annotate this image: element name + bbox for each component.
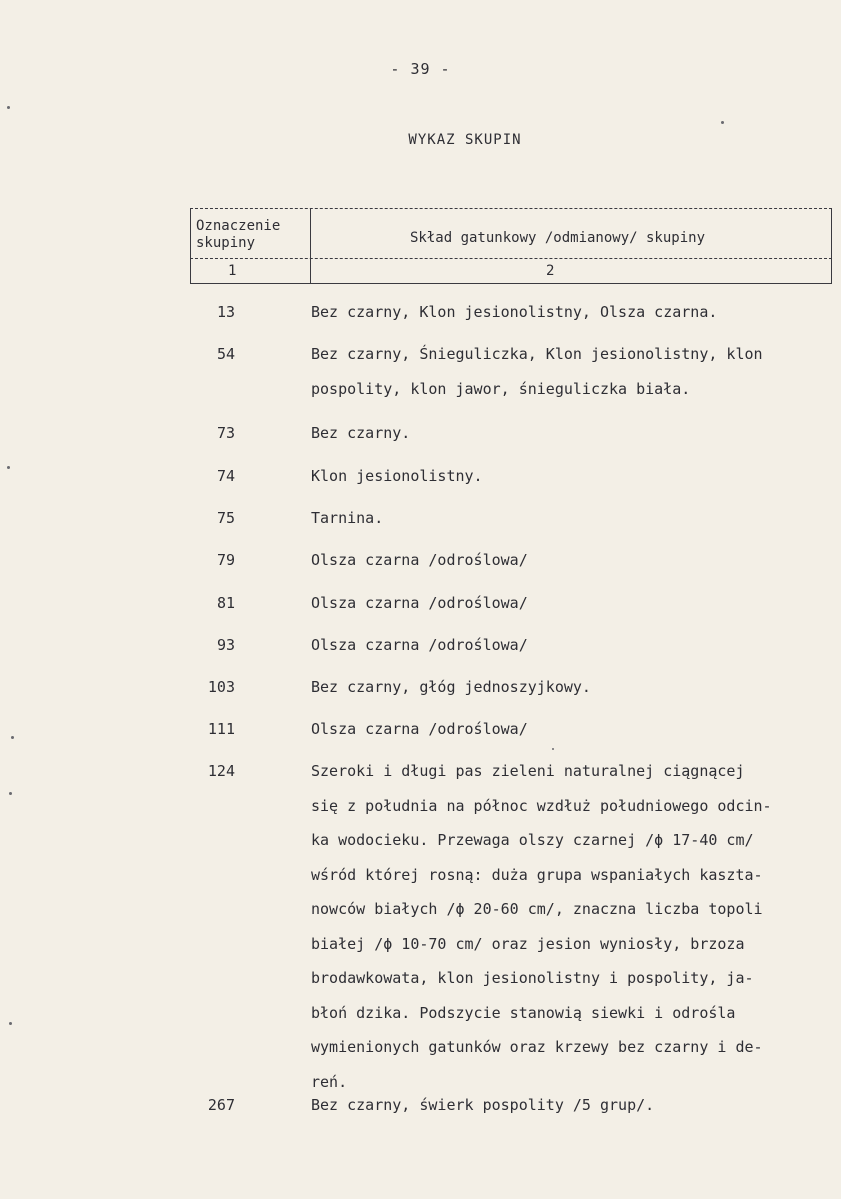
group-composition xyxy=(311,586,826,621)
group-id: 267 xyxy=(207,1096,235,1114)
group-composition xyxy=(311,416,826,451)
group-composition xyxy=(311,670,826,705)
composition-line: ka wodocieku. Przewaga olszy czarnej /ϕ 17-40 cm/ xyxy=(311,831,754,849)
group-id: 81 xyxy=(216,594,235,612)
composition-line: Olsza czarna /odroślowa/ xyxy=(311,720,528,738)
group-composition xyxy=(311,337,826,406)
composition-line: błoń dzika. Podszycie stanowią siewki i odrośla xyxy=(311,1003,736,1022)
composition-line: Bez czarny, świerk pospolity /5 grup/. xyxy=(311,1096,655,1114)
composition-line: reń. xyxy=(311,1072,348,1091)
page-number: - 39 - xyxy=(390,60,451,78)
column-header-composition: Skład gatunkowy /odmianowy/ skupiny xyxy=(410,230,706,246)
group-composition xyxy=(311,459,826,494)
group-id: 79 xyxy=(216,551,235,569)
column-header-line: Oznaczenie xyxy=(196,218,281,234)
column-header-group-id xyxy=(196,218,308,252)
composition-line: Olsza czarna /odroślowa/ xyxy=(311,636,528,654)
group-composition xyxy=(311,1088,826,1123)
composition-line: Olsza czarna /odroślowa/ xyxy=(311,594,528,612)
group-id: 74 xyxy=(216,467,235,485)
column-header-line: skupiny xyxy=(196,235,256,251)
group-id: 124 xyxy=(207,762,235,780)
composition-line: Bez czarny, Śnieguliczka, Klon jesionolistny, klon xyxy=(311,345,763,363)
group-composition xyxy=(311,754,826,1099)
group-composition xyxy=(311,501,826,536)
group-id: 13 xyxy=(216,303,235,321)
composition-line: nowców białych /ϕ 20-60 cm/, znaczna liczba topoli xyxy=(311,900,763,918)
group-composition xyxy=(311,712,826,747)
group-id: 93 xyxy=(216,636,235,654)
composition-line: brodawkowata, klon jesionolistny i pospolity, ja- xyxy=(311,969,754,987)
composition-line: Tarnina. xyxy=(311,509,384,527)
composition-line: Bez czarny, głóg jednoszyjkowy. xyxy=(311,678,591,696)
group-id: 103 xyxy=(207,678,235,696)
page-title: WYKAZ SKUPIN xyxy=(408,132,522,148)
group-composition xyxy=(311,295,826,330)
group-id: 73 xyxy=(216,424,235,442)
composition-line: białej /ϕ 10-70 cm/ oraz jesion wyniosły, brzoza xyxy=(311,934,745,953)
group-id: 75 xyxy=(216,509,235,527)
composition-line: Bez czarny. xyxy=(311,424,411,442)
composition-line: pospolity, klon jawor, śnieguliczka biała. xyxy=(311,379,691,398)
column-number-2: 2 xyxy=(546,263,555,279)
composition-line: Olsza czarna /odroślowa/ xyxy=(311,551,528,569)
composition-line: Szeroki i długi pas zieleni naturalnej ciągnącej xyxy=(311,762,745,780)
composition-line: się z południa na północ wzdłuż południowego odcin- xyxy=(311,796,772,815)
column-number-1: 1 xyxy=(228,263,237,279)
group-composition xyxy=(311,543,826,578)
group-id: 111 xyxy=(207,720,235,738)
composition-line: Klon jesionolistny. xyxy=(311,467,483,485)
group-composition xyxy=(311,628,826,663)
composition-line: Bez czarny, Klon jesionolistny, Olsza czarna. xyxy=(311,303,718,321)
composition-line: wymienionych gatunków oraz krzewy bez czarny i de- xyxy=(311,1038,763,1056)
table-header xyxy=(190,208,832,284)
composition-line: wśród której rosną: duża grupa wspaniałych kaszta- xyxy=(311,865,763,884)
group-id: 54 xyxy=(216,345,235,363)
